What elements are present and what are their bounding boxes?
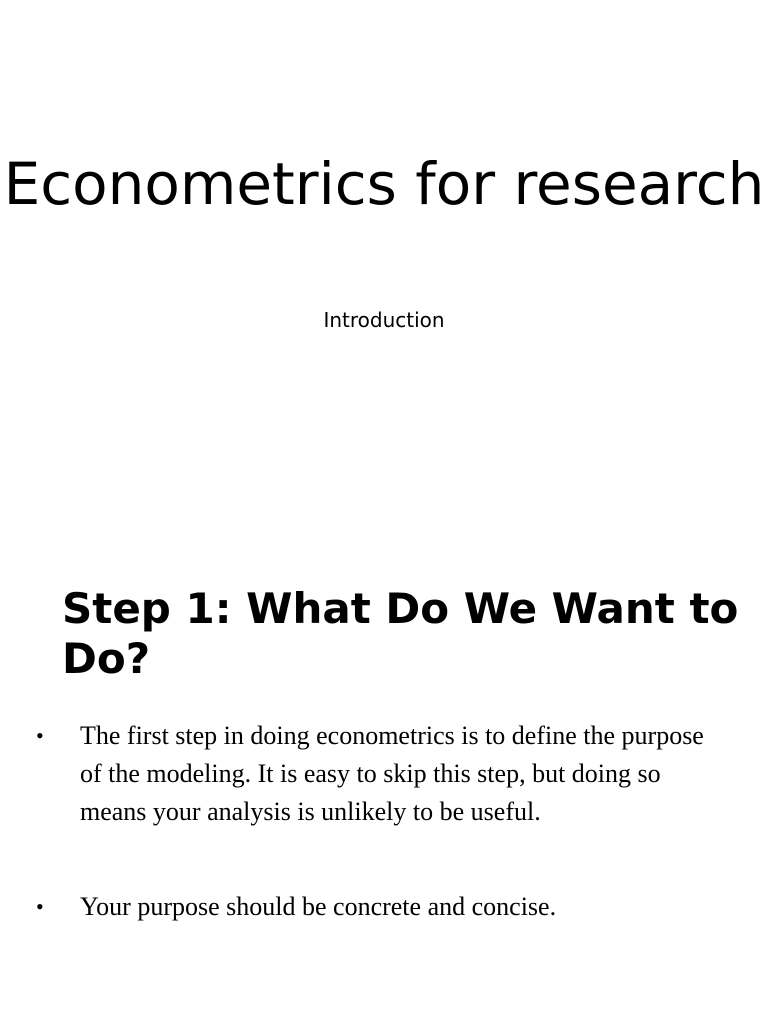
bullet-icon: • xyxy=(36,894,44,919)
bullet-text: The first step in doing econometrics is to define the purpose of the modeling. It is easy to skip this step, but doing so means your analysis is unlikely to be useful. xyxy=(80,721,704,826)
content-slide xyxy=(0,512,768,1024)
list-item xyxy=(36,888,716,926)
slide-title: Econometrics for research xyxy=(3,150,765,218)
slide-heading: Step 1: What Do We Want to Do? xyxy=(62,584,739,683)
bullet-text: Your purpose should be concrete and concise. xyxy=(80,892,557,921)
list-item xyxy=(36,717,716,831)
bullet-icon: • xyxy=(36,723,44,748)
bullet-list xyxy=(36,717,716,926)
slide-subtitle: Introduction xyxy=(323,308,445,332)
